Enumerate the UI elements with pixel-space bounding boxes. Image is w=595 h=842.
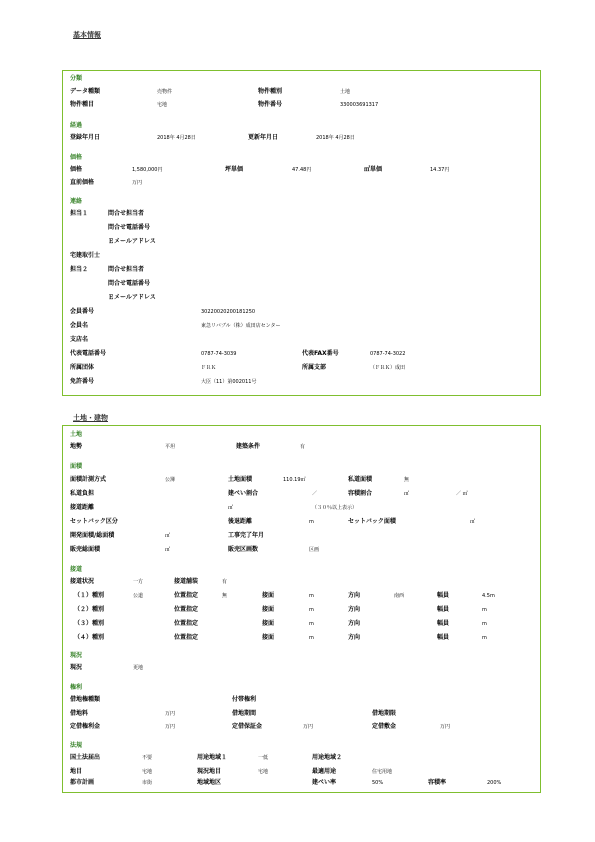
label-row-houkou: 方向 (348, 592, 361, 599)
value-fax: 0787-74-3022 (370, 351, 406, 357)
value-chisei: 平坦 (165, 444, 176, 450)
label-row-ichi: 位置指定 (174, 592, 199, 599)
label-ukyo: 接道舗装 (174, 578, 199, 585)
section-title-kihon: 基本情報 (73, 31, 101, 39)
label-row-ichi: 位置指定 (174, 606, 199, 613)
head-setsudou: 接道 (70, 566, 83, 573)
label-q-tel: 問合せ電話番号 (108, 224, 151, 231)
value-keisoku: 公簿 (165, 477, 176, 483)
value-tel: 0787-74-3039 (201, 351, 237, 357)
value-toshi: 市街 (142, 780, 153, 786)
value-genkyo-chimoku: 宅地 (258, 769, 269, 775)
label-row-fuku: 幅員 (437, 620, 450, 627)
label-tsubo: 坪単価 (225, 166, 244, 173)
label-row-shubetsu: （３）種別 (74, 620, 105, 627)
label-row-houkou: 方向 (348, 606, 361, 613)
label-kenpei: 建ぺい割合 (228, 490, 259, 497)
label-bukken-kind: 物件種別 (258, 88, 283, 95)
label-row-sekkei: 接面 (262, 620, 275, 627)
label-tanto2: 担当２ (70, 266, 89, 273)
label-email2: Ｅメールアドレス (108, 294, 156, 301)
value-kenchiku: 有 (300, 444, 306, 450)
label-torihiki: 宅建取引士 (70, 252, 101, 259)
label-q-person: 問合せ担当者 (108, 210, 145, 217)
label-fax: 代表FAX番号 (302, 350, 339, 357)
value-shakuchiryou: 万円 (165, 711, 176, 717)
head-kakaku: 価格 (70, 154, 83, 161)
label-q-person2: 問合せ担当者 (108, 266, 145, 273)
value-org: ＦＲＫ (201, 365, 217, 371)
label-row-sekkei: 接面 (262, 634, 275, 641)
label-kenpei-ritsu: 建ぺい率 (312, 779, 337, 786)
value-genkyo: 更地 (133, 665, 144, 671)
label-teiki: 定借権利金 (70, 723, 101, 730)
label-email: Ｅメールアドレス (108, 238, 156, 245)
value-kenpei: ／ (312, 491, 318, 497)
head-kenri: 権利 (70, 684, 83, 691)
head-renraku: 連絡 (70, 198, 83, 205)
value-ukyo: 有 (222, 579, 228, 585)
value-data-kind: 売物件 (157, 89, 173, 95)
label-shakuchikigen: 借地期限 (372, 710, 397, 717)
label-touroku: 登録年月日 (70, 134, 101, 141)
value-saiteki: 住宅用地 (372, 769, 393, 775)
label-kanka: 販売総面積 (70, 546, 101, 553)
value-youto1: 一低 (258, 755, 269, 761)
value-joukyou: 一方 (133, 579, 144, 585)
label-kaihatsu: 開発面積/総面積 (70, 532, 115, 539)
value-teiki-hoshou: 万円 (303, 724, 314, 730)
label-toshi: 都市計画 (70, 779, 95, 786)
label-shakuchiryou: 借地料 (70, 710, 89, 717)
value-row-ichi: 無 (222, 593, 228, 599)
label-kanka2: 販売区画数 (228, 546, 259, 553)
value-kaihatsu: ㎡ (165, 533, 171, 539)
label-genkyo-chimoku: 現況地目 (197, 768, 222, 775)
label-row-ichi: 位置指定 (174, 634, 199, 641)
label-chiiki: 地域地区 (197, 779, 222, 786)
value-row-m: m (309, 621, 314, 627)
value-chimoku: 宅地 (142, 769, 153, 775)
label-bukken-item: 物件種目 (70, 101, 95, 108)
value-member-no: 30220020200181250 (201, 309, 256, 315)
label-data-kind: データ種類 (70, 88, 101, 95)
head-genkyo: 現況 (70, 652, 83, 659)
value-row-fuku: m (482, 607, 487, 613)
label-tel: 代表電話番号 (70, 350, 107, 357)
label-row-houkou: 方向 (348, 620, 361, 627)
label-koji: 工事完了年月 (228, 532, 265, 539)
label-row-sekkei: 接面 (262, 592, 275, 599)
value-row-houkou: 南西 (394, 593, 405, 599)
value-kokudo: 不要 (142, 755, 153, 761)
value-youseki-ritsu: 200% (487, 780, 502, 786)
value-row-m: m (309, 593, 314, 599)
label-kokudo: 国土法届出 (70, 754, 101, 761)
label-tsuki: 付帯権利 (232, 696, 257, 703)
head-keika: 経過 (70, 122, 83, 129)
label-kenchiku: 建築条件 (236, 443, 261, 450)
label-genkyo: 現況 (70, 664, 83, 671)
label-tochi-menseki: 土地面積 (228, 476, 253, 483)
label-youseki: 容積割合 (348, 490, 373, 497)
label-bukken-no: 物件番号 (258, 101, 283, 108)
value-setback-kyori: m (309, 519, 314, 525)
value-kanka: ㎡ (165, 547, 171, 553)
value-touroku: 2018年 4月28日 (157, 135, 196, 141)
label-setback: セットバック区分 (70, 518, 118, 525)
label-shibu: 所属支部 (302, 364, 327, 371)
label-row-houkou: 方向 (348, 634, 361, 641)
value-setback-men: ㎡ (470, 519, 476, 525)
value-setsu: ㎡ (228, 505, 234, 511)
value-row-m: m (309, 635, 314, 641)
label-m2: ㎡単価 (364, 166, 383, 173)
label-koushin: 更新年月日 (248, 134, 279, 141)
value-youseki: ㎡ (404, 491, 410, 497)
label-row-fuku: 幅員 (437, 606, 450, 613)
label-row-shubetsu: （１）種別 (74, 592, 105, 599)
value-row-kind: 公道 (133, 593, 144, 599)
value-member-name: 東急リバブル（株）成田店センター (201, 323, 281, 329)
head-houki: 法規 (70, 742, 83, 749)
value-kakaku: 1,580,000円 (132, 167, 163, 173)
label-shakuchikikan: 借地期間 (232, 710, 257, 717)
head-bunrui: 分類 (70, 75, 83, 82)
label-license: 免許番号 (70, 378, 95, 385)
kihon-box (62, 70, 541, 396)
label-member-name: 会員名 (70, 322, 89, 329)
label-setback-kyori: 後退距離 (228, 518, 253, 525)
label-row-fuku: 幅員 (437, 634, 450, 641)
label-teiki-shikikin: 定借敷金 (372, 723, 397, 730)
value-note: （３０％以上表示） (312, 505, 358, 511)
value-m2: 14.37円 (430, 167, 450, 173)
label-mae: 直前価格 (70, 179, 95, 186)
label-branch: 支店名 (70, 336, 89, 343)
section-title-tochi: 土地・建物 (73, 414, 108, 422)
value-kanka2: 区画 (309, 547, 320, 553)
value-teiki-shikikin: 万円 (440, 724, 451, 730)
label-chisei: 地勢 (70, 443, 83, 450)
value-slash: ／ ㎡ (456, 491, 468, 497)
value-bukken-no: 330003691317 (340, 102, 379, 108)
value-mae: 万円 (132, 180, 143, 186)
value-bukken-kind: 土地 (340, 89, 351, 95)
value-bukken-item: 宅地 (157, 102, 168, 108)
value-koushin: 2018年 4月28日 (316, 135, 355, 141)
value-license: 大臣（11）第002011号 (201, 379, 257, 385)
value-kenpei-ritsu: 50% (372, 780, 384, 786)
value-row-fuku: m (482, 635, 487, 641)
label-keisoku: 面積計測方式 (70, 476, 107, 483)
label-youto2: 用途地域２ (312, 754, 343, 761)
label-q-tel2: 問合せ電話番号 (108, 280, 151, 287)
value-tsubo: 47.48円 (292, 167, 312, 173)
label-row-ichi: 位置指定 (174, 620, 199, 627)
value-row-fuku: 4.5m (482, 593, 495, 599)
value-shibu: （ＦＲＫ）成田 (370, 365, 406, 371)
label-youto1: 用途地域１ (197, 754, 228, 761)
label-saiteki: 最適用途 (312, 768, 337, 775)
value-tochi-menseki: 110.19㎡ (283, 477, 306, 483)
label-row-shubetsu: （４）種別 (74, 634, 105, 641)
label-joukyou: 接道状況 (70, 578, 95, 585)
label-row-fuku: 幅員 (437, 592, 450, 599)
label-member-no: 会員番号 (70, 308, 95, 315)
label-shakuchi: 借地権種類 (70, 696, 101, 703)
head-tochi: 土地 (70, 431, 83, 438)
head-menseki: 面積 (70, 463, 83, 470)
label-shidof: 私道負担 (70, 490, 95, 497)
label-teiki-hoshou: 定借保証金 (232, 723, 263, 730)
label-shido: 私道面積 (348, 476, 373, 483)
label-kakaku: 価格 (70, 166, 83, 173)
value-teiki: 万円 (165, 724, 176, 730)
label-setback-men: セットバック面積 (348, 518, 396, 525)
label-row-sekkei: 接面 (262, 606, 275, 613)
label-tanto1: 担当１ (70, 210, 89, 217)
label-org: 所属団体 (70, 364, 95, 371)
value-row-fuku: m (482, 621, 487, 627)
label-chimoku: 地目 (70, 768, 83, 775)
label-row-shubetsu: （２）種別 (74, 606, 105, 613)
label-youseki-ritsu: 容積率 (428, 779, 447, 786)
value-shido: 無 (404, 477, 410, 483)
value-row-m: m (309, 607, 314, 613)
label-setsu: 接道距離 (70, 504, 95, 511)
